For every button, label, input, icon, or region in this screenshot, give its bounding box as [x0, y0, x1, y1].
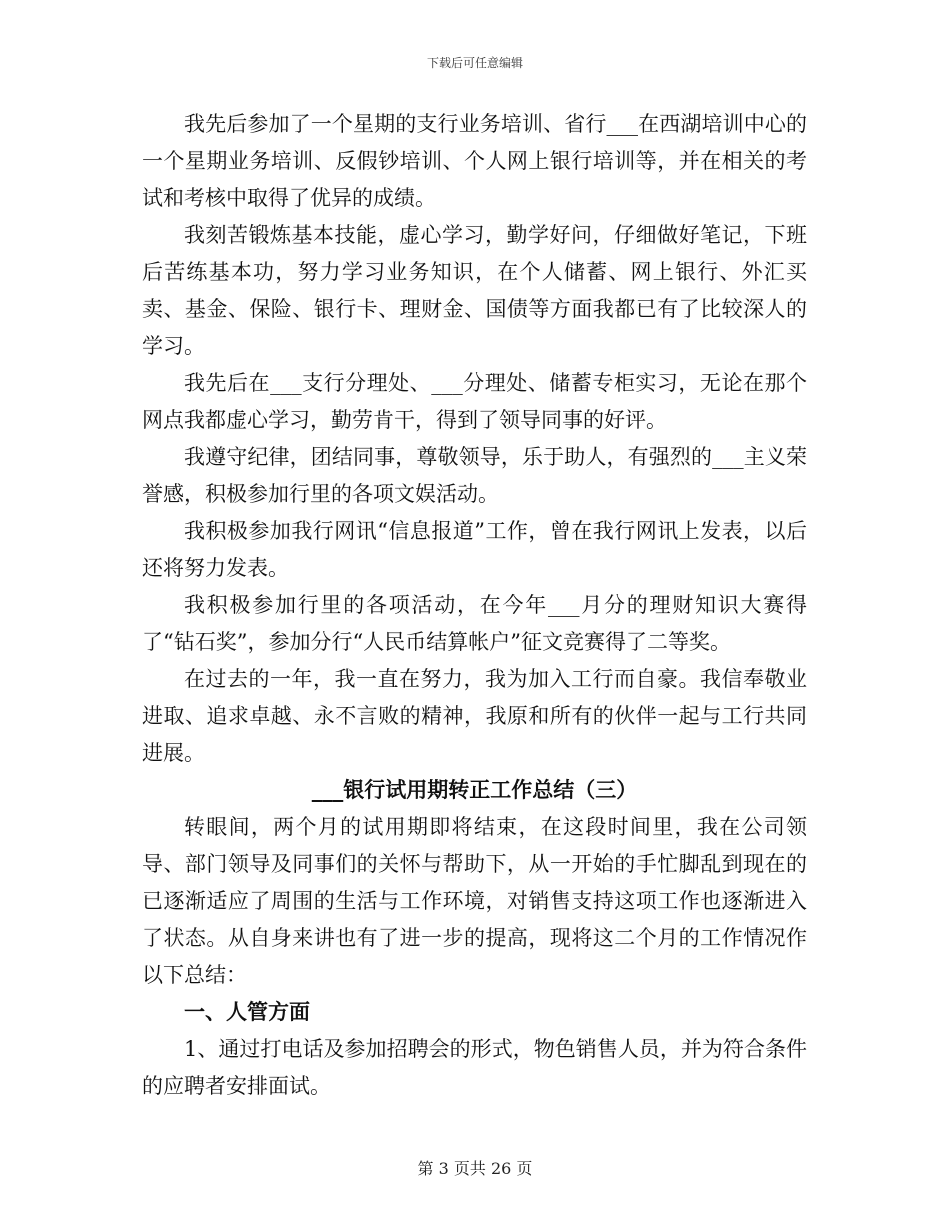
- page-header: 下载后可任意编辑: [426, 56, 523, 70]
- page-footer: 第 3 页共 26 页: [417, 1159, 533, 1178]
- paragraph-activities: 我积极参加行里的各项活动，在今年___月分的理财知识大赛得了“钻石奖”，参加分行“人民币结算帐户”征文竞赛得了二等奖。: [142, 593, 807, 654]
- paragraph-conclusion: 在过去的一年，我一直在努力，我为加入工行而自豪。我信奉敬业进取、追求卓越、永不言败的精神，我原和所有的伙伴一起与工行共同进展。: [142, 667, 807, 765]
- section-title: ___银行试用期转正工作总结（三）: [311, 778, 638, 802]
- paragraph-internship: 我先后在___支行分理处、___分理处、储蓄专柜实习，无论在那个网点我都虚心学习，勤劳肯干，得到了领导同事的好评。: [142, 371, 807, 432]
- paragraph-news-report: 我积极参加我行网讯“信息报道”工作，曾在我行网讯上发表，以后还将努力发表。: [142, 519, 807, 580]
- subheading-personnel: 一、人管方面: [184, 1000, 310, 1024]
- document-body: [142, 106, 807, 1105]
- paragraph-training: 我先后参加了一个星期的支行业务培训、省行___在西湖培训中心的一个星期业务培训、反假钞培训、个人网上银行培训等，并在相关的考试和考核中取得了优异的成绩。: [142, 112, 807, 210]
- paragraph-intro: 转眼间，两个月的试用期即将结束，在这段时间里，我在公司领导、部门领导及同事们的关怀与帮助下，从一开始的手忙脚乱到现在的已逐渐适应了周围的生活与工作环境，对销售支持这项工作也逐渐进入了状态。从自身来讲也有了进一步的提高，现将这二个月的工作情况作以下总结：: [142, 815, 807, 987]
- paragraph-skills: 我刻苦锻炼基本技能，虚心学习，勤学好问，仔细做好笔记，下班后苦练基本功，努力学习业务知识，在个人储蓄、网上银行、外汇买卖、基金、保险、银行卡、理财金、国债等方面我都已有了比较深人的学习。: [142, 223, 807, 358]
- paragraph-item-1: 1、通过打电话及参加招聘会的形式，物色销售人员，并为符合条件的应聘者安排面试。: [142, 1037, 807, 1098]
- paragraph-discipline: 我遵守纪律，团结同事，尊敬领导，乐于助人，有强烈的___主义荣誉感，积极参加行里的各项文娱活动。: [142, 445, 807, 506]
